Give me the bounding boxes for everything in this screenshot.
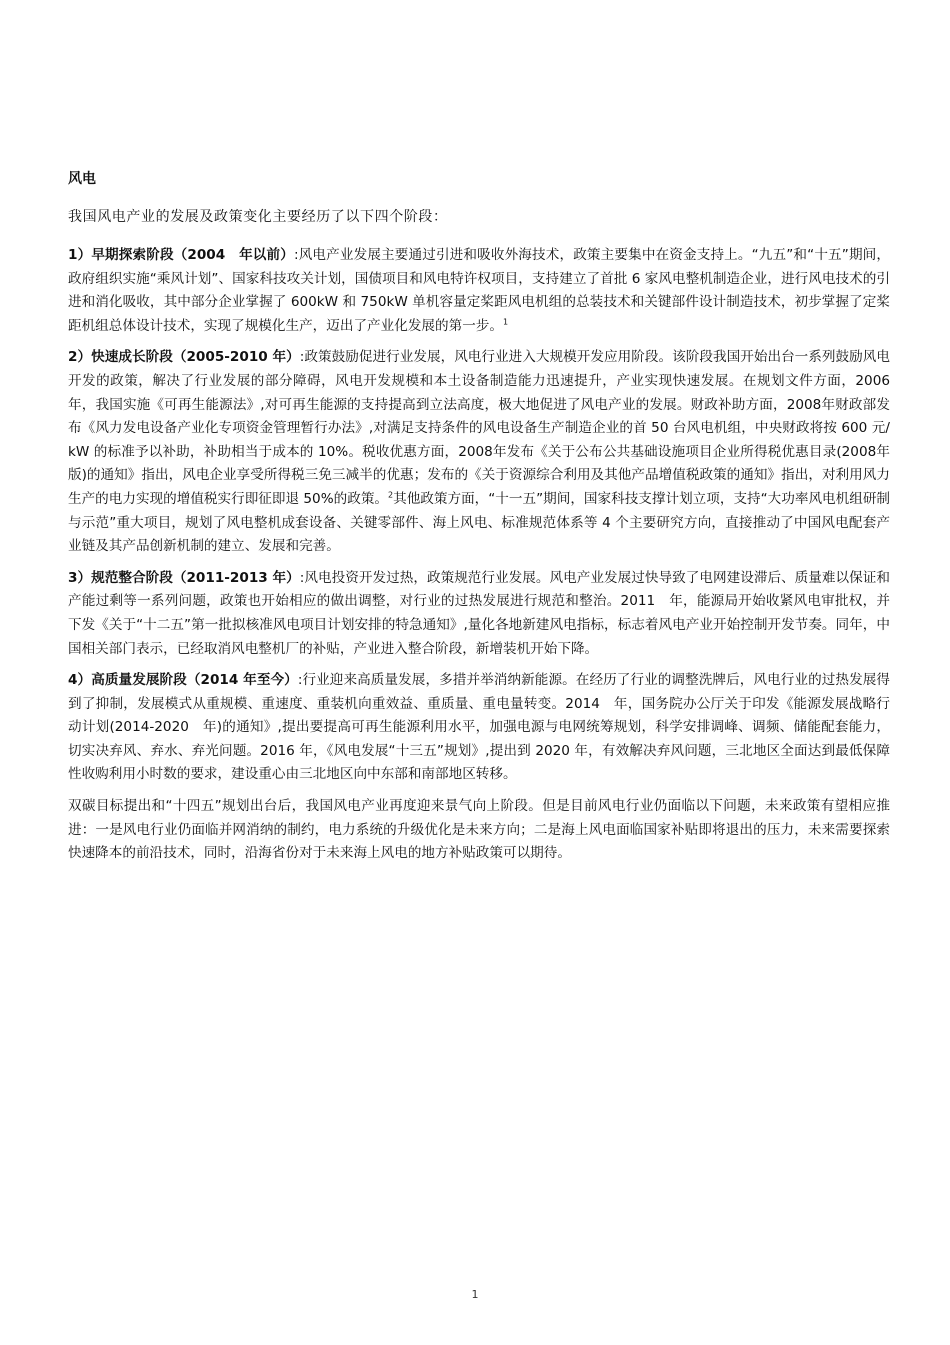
intro-paragraph: 我国风电产业的发展及政策变化主要经历了以下四个阶段： (68, 209, 448, 225)
footnote-marker-1: 1 (503, 317, 509, 327)
page-number: 1 (471, 1288, 479, 1301)
stage-3-paragraph (68, 567, 890, 661)
footnote-marker-2: 2 (388, 490, 394, 500)
stage-3-heading: 3）规范整合阶段（2011-2013 年） (68, 569, 300, 586)
stage-1-paragraph (68, 244, 890, 338)
stage-3-body: :风电投资开发过热，政策规范行业发展。风电产业发展过快导致了电网建设滞后、质量难以保证和产能过剩等一系列问题，政策也开始相应的做出调整，对行业的过热发展进行规范和整治。2011 年，能源局开始收紧风电审批权，并下发《关于“十二五”第一批拟核准风电项目计划安排的特急通知》,量化各地新建风电指标，标志着风电产业开始控制开发节奏。同年，中国相关部门表示，已经取消风电整机厂的补贴，产业进入整合阶段，新增装机开始下降。 (68, 569, 890, 657)
stage-4-heading: 4）高质量发展阶段（2014 年至今） (68, 672, 298, 689)
stage-4-paragraph (68, 669, 890, 787)
stage-1-body: :风电产业发展主要通过引进和吸收外海技术，政策主要集中在资金支持上。“九五”和“十五”期间，政府组织实施“乘风计划”、国家科技攻关计划，国债项目和风电特许权项目，支持建立了首批 6 家风电整机制造企业，进行风电技术的引进和消化吸收，其中部分企业掌握了 600kW 和 750kW 单机容量定桨距风电机组的总装技术和关键部件设计制造技术，初步掌握了定桨距机组总体设计技术，实现了规模化生产，迈出了产业化发展的第一步。 (68, 247, 890, 334)
stage-1-heading: 1）早期探索阶段（2004 年以前） (68, 247, 294, 263)
stage-4-body: :行业迎来高质量发展，多措并举消纳新能源。在经历了行业的调整洗牌后，风电行业的过热发展得到了抑制，发展模式从重规模、重速度、重装机向重效益、重质量、重电量转变。2014 年，国务院办公厅关于印发《能源发展战略行动计划(2014-2020 年)的通知》,提出要提高可再生能源利用水平，加强电源与电网统筹规划，科学安排调峰、调频、储能配套能力，切实决弃风、弃水、弃光问题。2016 年，《风电发展“十三五”规划》,提出到 2020 年，有效解决弃风问题，三北地区全面达到最低保障性收购利用小时数的要求，建设重心由三北地区向中东部和南部地区转移。 (68, 672, 891, 783)
document-title: 风电 (68, 171, 96, 187)
stage-2-body: :政策鼓励促进行业发展，风电行业进入大规模开发应用阶段。该阶段我国开始出台一系列鼓励风电开发的政策，解决了行业发展的部分障碍，风电开发规模和本土设备制造能力迅速提升，产业实现快速发展。在规划文件方面，2006年，我国实施《可再生能源法》,对可再生能源的支持提高到立法高度，极大地促进了风电产业的发展。财政补助方面，2008年财政部发布《风力发电设备产业化专项资金管理暂行办法》,对满足支持条件的风电设备生产制造企业的首 50 台风电机组，中央财政将按 600 元/kW 的标准予以补助，补助相当于成本的 10%。税收优惠方面，2008年发布《关于公布公共基础设施项目企业所得税优惠目录(2008年版)的通知》指出，风电企业享受所得税三免三减半的优惠；发布的《关于资源综合利用及其他产品增值税政策的通知》指出，对利用风力生产的电力实现的增值税实行即征即退 50%的政策。 (68, 349, 890, 507)
document-body (68, 168, 890, 874)
closing-paragraph: 双碳目标提出和“十四五”规划出台后，我国风电产业再度迎来景气向上阶段。但是目前风电行业仍面临以下问题，未来政策有望相应推进：一是风电行业仍面临并网消纳的制约，电力系统的升级优化是未来方向；二是海上风电面临国家补贴即将退出的压力，未来需要探索快速降本的前沿技术，同时，沿海省份对于未来海上风电的地方补贴政策可以期待。 (68, 798, 890, 862)
stage-2-body-continued: 其他政策方面，“十一五”期间，国家科技支撑计划立项，支持“大功率风电机组研制与示范”重大项目，规划了风电整机成套设备、关键零部件、海上风电、标准规范体系等 4 个主要研究方向，直接推动了中国风电配套产业链及其产品创新机制的建立、发展和完善。 (68, 490, 891, 555)
stage-2-paragraph (68, 346, 890, 558)
stage-2-heading: 2）快速成长阶段（2005-2010 年） (68, 349, 300, 366)
